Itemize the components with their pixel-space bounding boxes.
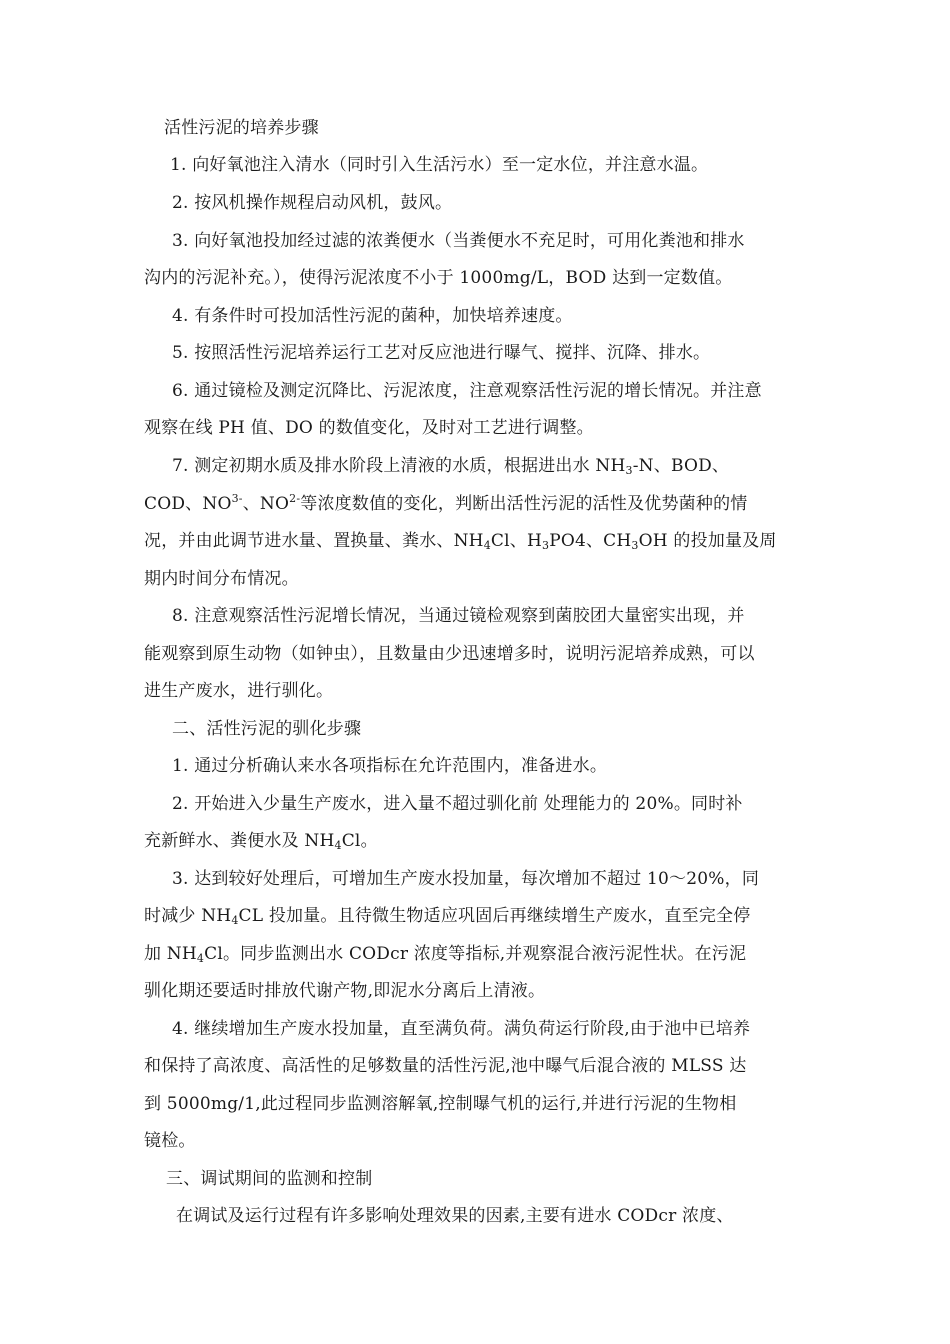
step-8-line-2: 能观察到原生动物（如钟虫），且数量由少迅速增多时，说明污泥培养成熟，可以 — [144, 644, 755, 664]
step-8-line-3: 进生产废水，进行驯化。 — [144, 681, 334, 701]
step-3-line-1: 3. 向好氧池投加经过滤的浓粪便水（当粪便水不充足时，可用化粪池和排水 — [172, 231, 745, 251]
step-7-line-2: COD、$NO^{3-}$、$NO^{2-}$等浓度数值的变化，判断出活性污泥的活性及优势菌种的情 — [144, 492, 748, 514]
section-heading-cultivation: 活性污泥的培养步骤 — [164, 118, 319, 138]
step-5: 5. 按照活性污泥培养运行工艺对反应池进行曝气、搅拌、沉降、排水。 — [172, 343, 711, 363]
step-8-line-1: 8. 注意观察活性污泥增长情况，当通过镜检观察到菌胶团大量密实出现，并 — [172, 606, 745, 626]
acclimation-step-3-line-3: 加 $NH_4Cl$。同步监测出水 CODcr 浓度等指标,并观察混合液污泥性状。在污泥 — [144, 944, 747, 965]
acclimation-step-4-line-1: 4. 继续增加生产废水投加量，直至满负荷。满负荷运行阶段,由于池中已培养 — [172, 1019, 751, 1039]
step-7-line-3: 况，并由此调节进水量、置换量、粪水、$NH_4Cl$、$H_3PO4$、$CH_3OH$ 的投加量及周 — [144, 531, 777, 552]
acclimation-step-2-line-1: 2. 开始进入少量生产废水，进入量不超过驯化前 处理能力的 20%。同时补 — [172, 794, 743, 814]
step-6-line-2: 观察在线 PH 值、DO 的数值变化，及时对工艺进行调整。 — [144, 418, 594, 438]
section-heading-monitoring: 三、调试期间的监测和控制 — [166, 1169, 373, 1189]
acclimation-step-2-line-2: 充新鲜水、粪便水及 $NH_4Cl$。 — [144, 831, 378, 852]
step-6-line-1: 6. 通过镜检及测定沉降比、污泥浓度，注意观察活性污泥的增长情况。并注意 — [172, 381, 762, 401]
step-7-line-1: 7. 测定初期水质及排水阶段上清液的水质，根据进出水 $NH_3-N$、BOD、 — [172, 456, 730, 477]
acclimation-step-3-line-2: 时减少 $NH_4CL$ 投加量。且待微生物适应巩固后再继续增生产废水，直至完全停 — [144, 906, 751, 927]
acclimation-step-4-line-3: 到 5000mg/1,此过程同步监测溶解氧,控制曝气机的运行,并进行污泥的生物相 — [144, 1094, 737, 1114]
step-7-line-4: 期内时间分布情况。 — [144, 569, 299, 589]
acclimation-step-3-line-1: 3. 达到较好处理后，可增加生产废水投加量，每次增加不超过 10～20%，同 — [172, 869, 760, 889]
step-3-line-2: 沟内的污泥补充。），使得污泥浓度不小于 1000mg/L，BOD 达到一定数值。 — [144, 268, 733, 288]
acclimation-step-4-line-4: 镜检。 — [144, 1131, 196, 1151]
monitoring-paragraph-line-1: 在调试及运行过程有许多影响处理效果的因素,主要有进水 CODcr 浓度、 — [176, 1206, 734, 1226]
step-4: 4. 有条件时可投加活性污泥的菌种，加快培养速度。 — [172, 306, 573, 326]
acclimation-step-3-line-4: 驯化期还要适时排放代谢产物,即泥水分离后上清液。 — [144, 981, 546, 1001]
section-heading-acclimation: 二、活性污泥的驯化步骤 — [172, 719, 362, 739]
acclimation-step-4-line-2: 和保持了高浓度、高活性的足够数量的活性污泥,池中曝气后混合液的 MLSS 达 — [144, 1056, 747, 1076]
acclimation-step-1: 1. 通过分析确认来水各项指标在允许范围内，准备进水。 — [172, 756, 608, 776]
step-2: 2. 按风机操作规程启动风机，鼓风。 — [172, 193, 453, 213]
step-1: 1. 向好氧池注入清水（同时引入生活污水）至一定水位，并注意水温。 — [170, 155, 709, 175]
